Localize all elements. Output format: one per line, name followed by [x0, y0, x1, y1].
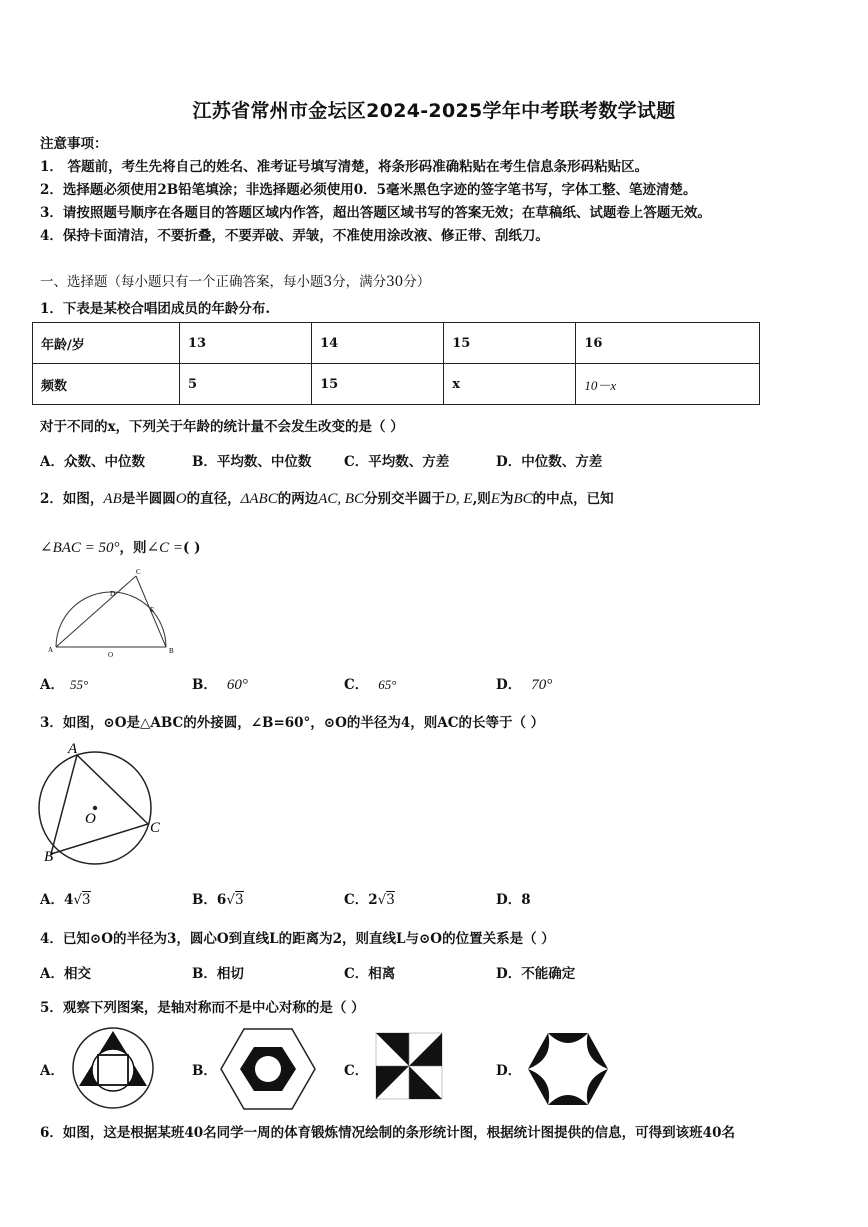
- q2-text: ( ): [182, 540, 201, 556]
- label-e: E: [150, 606, 155, 614]
- option-value: 55°: [69, 677, 89, 692]
- q2-math: D, E: [445, 491, 473, 507]
- option-coef: 6: [216, 892, 227, 908]
- q5-figure-b: [220, 1027, 316, 1111]
- q2-option-c: [344, 673, 396, 693]
- q2-math: ∠C =: [146, 540, 183, 556]
- label-o: O: [85, 811, 96, 827]
- q2-math: E: [490, 491, 500, 507]
- option-letter: A．: [40, 677, 64, 693]
- q2-text: 是半圆圆: [121, 491, 176, 507]
- notice-item-1: 1． 答题前，考生先将自己的姓名、准考证号填写清楚，将条形码准确粘贴在考生信息条形码粘贴区。: [40, 159, 649, 175]
- q3-circle-figure: [36, 740, 166, 865]
- q2-option-d: [496, 673, 552, 694]
- label-a: A: [68, 741, 78, 757]
- option-value: 70°: [531, 677, 553, 693]
- label-a: A: [48, 646, 54, 654]
- notice-item-3: 3．请按照题号顺序在各题目的答题区域内作答，超出答题区域书写的答案无效；在草稿纸、试题卷上答题无效。: [40, 205, 711, 221]
- option-letter: D．: [496, 677, 522, 693]
- q5-stem: 5．观察下列图案，是轴对称而不是中心对称的是（ ）: [40, 1000, 365, 1016]
- q3-option-c: C．2√3: [344, 892, 395, 908]
- label-d: D: [110, 590, 116, 598]
- table-cell: 16: [576, 323, 760, 364]
- notice-item-2: 2．选择题必须使用2B铅笔填涂；非选择题必须使用0．5毫米黑色字迹的签字笔书写，字体工整、笔迹清楚。: [40, 182, 697, 198]
- q2-stem: [40, 487, 614, 508]
- option-coef: 4: [63, 892, 74, 908]
- table-row: [33, 364, 760, 405]
- q2-option-a: [40, 673, 88, 693]
- q2-text: 的直径，: [186, 491, 241, 507]
- q5-figure-d: [526, 1027, 610, 1111]
- table-cell: x: [444, 364, 576, 405]
- label-o: O: [108, 651, 114, 659]
- q2-math: ΔABC: [240, 491, 278, 507]
- table-cell: 频数: [33, 364, 180, 405]
- option-radicand: 3: [386, 892, 395, 908]
- table-cell: 13: [180, 323, 312, 364]
- q5-option-d-letter: D．: [496, 1063, 522, 1079]
- q2-text: ,则: [472, 491, 491, 507]
- q2-text: 2．如图，: [40, 491, 104, 507]
- option-coef: 8: [521, 892, 531, 908]
- table-cell: 年龄/岁: [33, 323, 180, 364]
- q3-option-b: B．6√3: [192, 892, 244, 908]
- option-coef: 2: [368, 892, 378, 908]
- q2-text: 的中点，已知: [532, 491, 614, 507]
- q1-option-c: C．平均数、方差: [344, 454, 450, 470]
- q3-option-d: [496, 888, 531, 908]
- label-c: C: [136, 568, 141, 576]
- q2-math: BC: [513, 491, 533, 507]
- q2-option-b: [192, 673, 248, 694]
- label-b: B: [44, 849, 54, 865]
- q3-option-a: A．4√3: [40, 892, 91, 908]
- option-letter: B．: [192, 892, 217, 908]
- option-radicand: 3: [234, 892, 244, 908]
- notice-heading: 注意事项：: [40, 136, 108, 152]
- option-letter: B．: [192, 677, 217, 693]
- table-cell: 5: [180, 364, 312, 405]
- q2-math: AC, BC: [318, 491, 365, 507]
- age-table: [32, 322, 760, 405]
- q2-math: ∠BAC = 50°: [40, 540, 120, 556]
- q5-option-a-letter: A．: [40, 1063, 64, 1079]
- q2-text: 分别交半圆于: [364, 491, 446, 507]
- q4-stem: 4．已知⊙O的半径为3，圆心O到直线L的距离为2，则直线L与⊙O的位置关系是（ ）: [40, 931, 555, 947]
- q1-option-b: B．平均数、中位数: [192, 454, 312, 470]
- q2-semicircle-figure: [40, 565, 180, 660]
- q6-stem: 6．如图，这是根据某班40名同学一周的体育锻炼情况绘制的条形统计图，根据统计图提供的信息，可得到该班40名: [40, 1125, 735, 1141]
- table-cell: 15: [444, 323, 576, 364]
- q5-option-b-letter: B．: [192, 1063, 217, 1079]
- table-row: [33, 323, 760, 364]
- option-letter: A．: [40, 892, 64, 908]
- table-cell: 10－x: [576, 364, 760, 405]
- q2-text: 的两边: [277, 491, 319, 507]
- table-cell: 15: [312, 364, 444, 405]
- q4-option-c: C．相离: [344, 966, 396, 982]
- option-letter: C．: [344, 677, 369, 693]
- page-title: 江苏省常州市金坛区2024-2025学年中考联考数学试题: [192, 100, 676, 122]
- q4-option-a: A．相交: [40, 966, 91, 982]
- table-cell: 14: [312, 323, 444, 364]
- section-heading: 一、选择题（每小题只有一个正确答案，每小题3分，满分30分）: [40, 274, 431, 290]
- q5-figure-a: [70, 1025, 156, 1111]
- notice-item-4: 4．保持卡面清洁，不要折叠，不要弄破、弄皱，不准使用涂改液、修正带、刮纸刀。: [40, 228, 549, 244]
- q1-option-a: A．众数、中位数: [40, 454, 145, 470]
- label-b: B: [169, 647, 174, 655]
- q4-option-d: D．不能确定: [496, 966, 576, 982]
- q4-option-b: B．相切: [192, 966, 244, 982]
- label-c: C: [150, 820, 161, 836]
- q1-option-d: D．中位数、方差: [496, 454, 603, 470]
- option-letter: C．: [344, 892, 369, 908]
- q5-figure-c: [375, 1032, 443, 1100]
- option-value: 65°: [378, 677, 397, 692]
- q1-stem: 1．下表是某校合唱团成员的年龄分布.: [40, 301, 271, 317]
- q3-stem: 3．如图，⊙O是△ABC的外接圆，∠B=60°，⊙O的半径为4，则AC的长等于（ ）: [40, 715, 545, 731]
- option-letter: D．: [496, 892, 522, 908]
- q2-stem-line2: [40, 536, 200, 557]
- q5-option-c-letter: C．: [344, 1063, 369, 1079]
- q2-text: ，则: [119, 540, 147, 556]
- q1-question: 对于不同的x，下列关于年龄的统计量不会发生改变的是（ ）: [40, 419, 404, 435]
- q2-math: O: [175, 491, 187, 507]
- q2-math: AB: [103, 491, 122, 507]
- q2-text: 为: [499, 491, 514, 507]
- option-radicand: 3: [82, 892, 91, 908]
- option-value: 60°: [226, 677, 248, 693]
